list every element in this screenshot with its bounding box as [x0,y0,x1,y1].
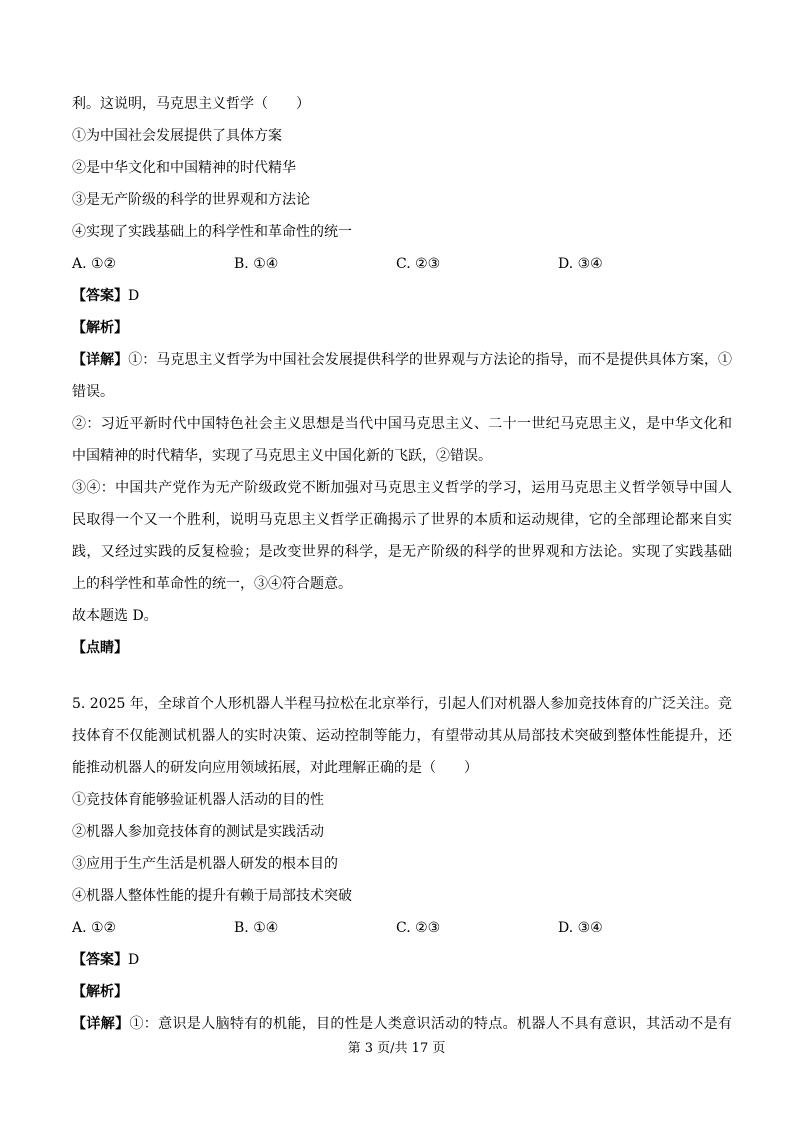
q4-option-b: B. ①④ [234,256,279,272]
q4-option-d: D. ③④ [558,256,603,272]
q4-detail-line-5: ③④：中国共产党作为无产阶级政党不断加强对马克思主义哲学的学习，运用马克思主义哲学领导中国人 [72,480,732,496]
q5-options [72,918,712,938]
answer-value: D [128,288,140,304]
q4-detail-line-4: 中国精神的时代精华，实现了马克思主义中国化新的飞跃，②错误。 [72,448,492,464]
q5-option-d: D. ③④ [558,920,603,936]
q5-option-c: C. ②③ [396,920,441,936]
detail-text: ①：马克思主义哲学为中国社会发展提供科学的世界观与方法论的指导，而不是提供具体方案，① [128,352,733,368]
q4-choice-4: ④实现了实践基础上的科学性和革命性的统一 [72,224,352,240]
q5-option-b: B. ①④ [234,920,279,936]
q4-detail-line-1 [72,350,732,370]
q4-point-tag: 【点睛】 [72,640,128,656]
q4-choice-2: ②是中华文化和中国精神的时代精华 [72,160,296,176]
q4-detail-line-8: 上的科学性和革命性的统一，③④符合题意。 [72,576,352,592]
answer-tag: 【答案】 [72,952,128,968]
detail-tag: 【详解】 [72,352,129,368]
q4-answer [72,286,732,306]
q4-choice-1: ①为中国社会发展提供了具体方案 [72,128,282,144]
answer-value: D [128,952,140,968]
q5-stem-line-3: 能推动机器人的研发向应用领域拓展，对此理解正确的是（ ） [72,760,478,776]
q5-option-a: A. ①② [72,920,117,936]
q4-detail-line-7: 践，又经过实践的反复检验；是改变世界的科学，是无产阶级的科学的世界观和方法论。实现了实践基础 [72,544,732,560]
q4-detail-line-3: ②：习近平新时代中国特色社会主义思想是当代中国马克思主义、二十一世纪马克思主义，是中华文化和 [72,416,732,432]
answer-tag: 【答案】 [72,288,128,304]
q4-analysis-tag: 【解析】 [72,320,128,336]
q5-stem-line-2: 技体育不仅能测试机器人的实时决策、运动控制等能力，有望带动其从局部技术突破到整体性能提升，还 [72,728,732,744]
detail-tag: 【详解】 [72,1016,130,1032]
q4-option-a: A. ①② [72,256,117,272]
q4-conclusion: 故本题选 D。 [72,608,158,624]
detail-text: ①：意识是人脑特有的机能，目的性是人类意识活动的特点。机器人不具有意识，其活动不是有 [129,1016,733,1032]
q4-detail-line-2: 错误。 [72,384,114,400]
q4-option-c: C. ②③ [396,256,441,272]
q5-detail-line-1 [72,1014,732,1034]
q5-answer [72,950,732,970]
q5-choice-3: ③应用于生产生活是机器人研发的根本目的 [72,856,338,872]
q4-choice-3: ③是无产阶级的科学的世界观和方法论 [72,192,310,208]
q5-choice-2: ②机器人参加竞技体育的测试是实践活动 [72,824,324,840]
q4-detail-line-6: 民取得一个又一个胜利，说明马克思主义哲学正确揭示了世界的本质和运动规律，它的全部理论都来自实 [72,512,732,528]
q5-analysis-tag: 【解析】 [72,984,128,1000]
q5-choice-1: ①竞技体育能够验证机器人活动的目的性 [72,792,324,808]
page-footer: 第 3 页/共 17 页 [347,1041,446,1056]
q4-options [72,254,712,274]
q5-choice-4: ④机器人整体性能的提升有赖于局部技术突破 [72,888,352,904]
q5-stem-line-1: 5. 2025 年，全球首个人形机器人半程马拉松在北京举行，引起人们对机器人参加竞技体育的广泛关注。竞 [72,696,732,712]
q4-stem-tail: 利。这说明，马克思主义哲学（ ） [72,96,310,112]
